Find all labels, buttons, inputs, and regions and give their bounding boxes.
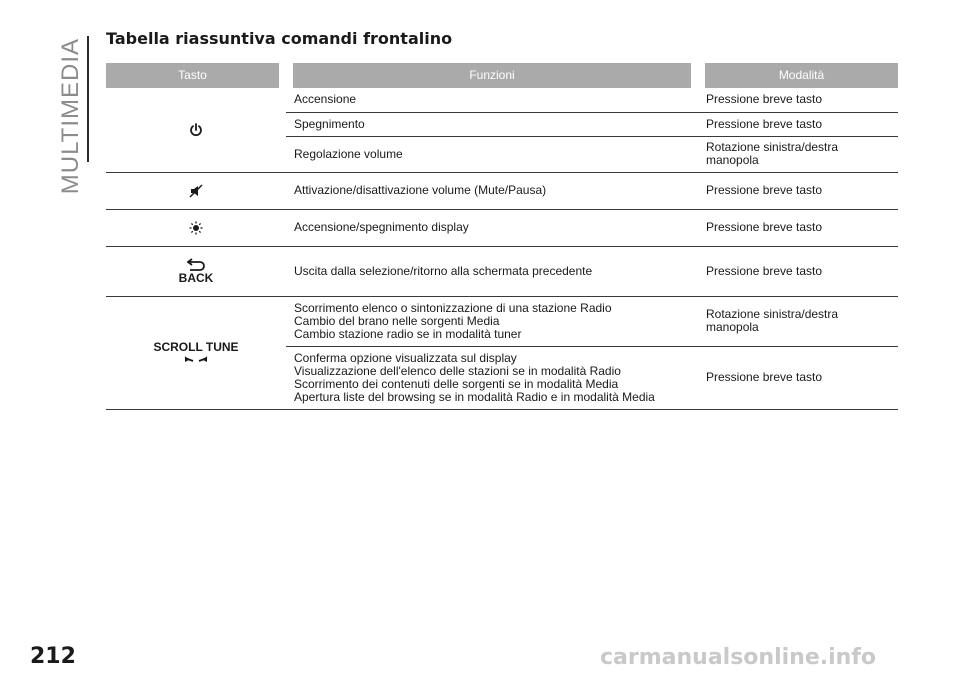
- mode-cell: [698, 246, 898, 296]
- header-functions: Funzioni: [286, 63, 698, 88]
- function-cell: [286, 88, 698, 112]
- table-row: [106, 296, 898, 346]
- page-number: 212: [30, 644, 76, 669]
- mode-cell: [698, 346, 898, 409]
- text-line: Pressione breve tasto: [706, 183, 823, 197]
- commands-table: [106, 63, 898, 410]
- mode-cell: [698, 112, 898, 136]
- watermark: carmanualsonline.info: [600, 645, 876, 670]
- text-line: Regolazione volume: [294, 146, 403, 161]
- text-line: Accensione/spegnimento display: [294, 220, 469, 234]
- text-line: manopola: [706, 153, 759, 167]
- function-cell: [286, 136, 698, 172]
- key-cell: [106, 246, 286, 296]
- mode-cell: [698, 172, 898, 209]
- mode-cell: [698, 209, 898, 246]
- section-title: MULTIMEDIA: [57, 38, 84, 195]
- key-label: BACK: [178, 270, 214, 285]
- header-key: Tasto: [106, 63, 286, 88]
- table-body: [106, 88, 898, 409]
- key-cell: [106, 296, 286, 409]
- text-line: Accensione: [294, 92, 357, 107]
- text-line: Rotazione sinistra/destra: [706, 140, 839, 154]
- key-label: SCROLL TUNE: [153, 340, 239, 354]
- text-line: Pressione breve tasto: [706, 263, 823, 278]
- text-line: Spegnimento: [294, 116, 365, 131]
- table-row: [106, 172, 898, 209]
- back-arrow-icon: [106, 258, 286, 272]
- power-icon: [106, 123, 286, 137]
- display-brightness-icon: [106, 221, 286, 235]
- function-cell: [286, 346, 698, 409]
- function-cell: [286, 209, 698, 246]
- mute-icon: [106, 184, 286, 198]
- text-line: Uscita dalla selezione/ritorno alla schermata precedente: [294, 263, 593, 278]
- text-line: Pressione breve tasto: [706, 116, 823, 131]
- function-cell: [286, 246, 698, 296]
- text-line: Conferma opzione visualizzata sul display: [294, 350, 517, 365]
- text-line: Scorrimento elenco o sintonizzazione di una stazione Radio: [294, 300, 612, 315]
- table-row: [106, 246, 898, 296]
- header-mode: Modalità: [698, 63, 898, 88]
- key-cell: [106, 209, 286, 246]
- text-line: Scorrimento dei contenuti delle sorgenti se in modalità Media: [294, 376, 619, 391]
- key-cell: [106, 88, 286, 172]
- table-row: [106, 88, 898, 112]
- text-line: Pressione breve tasto: [706, 92, 823, 107]
- table-row: [106, 209, 898, 246]
- text-line: manopola: [706, 320, 759, 334]
- text-line: Cambio del brano nelle sorgenti Media: [294, 313, 500, 328]
- mode-cell: [698, 136, 898, 172]
- text-line: Cambio stazione radio se in modalità tuner: [294, 326, 522, 341]
- function-cell: [286, 296, 698, 346]
- mode-cell: [698, 88, 898, 112]
- text-line: Pressione breve tasto: [706, 220, 823, 234]
- page-heading: Tabella riassuntiva comandi frontalino: [106, 29, 453, 48]
- function-cell: [286, 172, 698, 209]
- function-cell: [286, 112, 698, 136]
- text-line: Visualizzazione dell'elenco delle stazioni se in modalità Radio: [294, 363, 621, 378]
- text-line: Rotazione sinistra/destra: [706, 307, 839, 321]
- rotary-knob-icon: [106, 354, 286, 364]
- text-line: Apertura liste del browsing se in modalità Radio e in modalità Media: [294, 389, 655, 404]
- mode-cell: [698, 296, 898, 346]
- text-line: Attivazione/disattivazione volume (Mute/Pausa): [294, 183, 547, 197]
- section-divider: [87, 36, 89, 162]
- text-line: Pressione breve tasto: [706, 370, 823, 384]
- table-header-row: [106, 63, 898, 88]
- key-cell: [106, 172, 286, 209]
